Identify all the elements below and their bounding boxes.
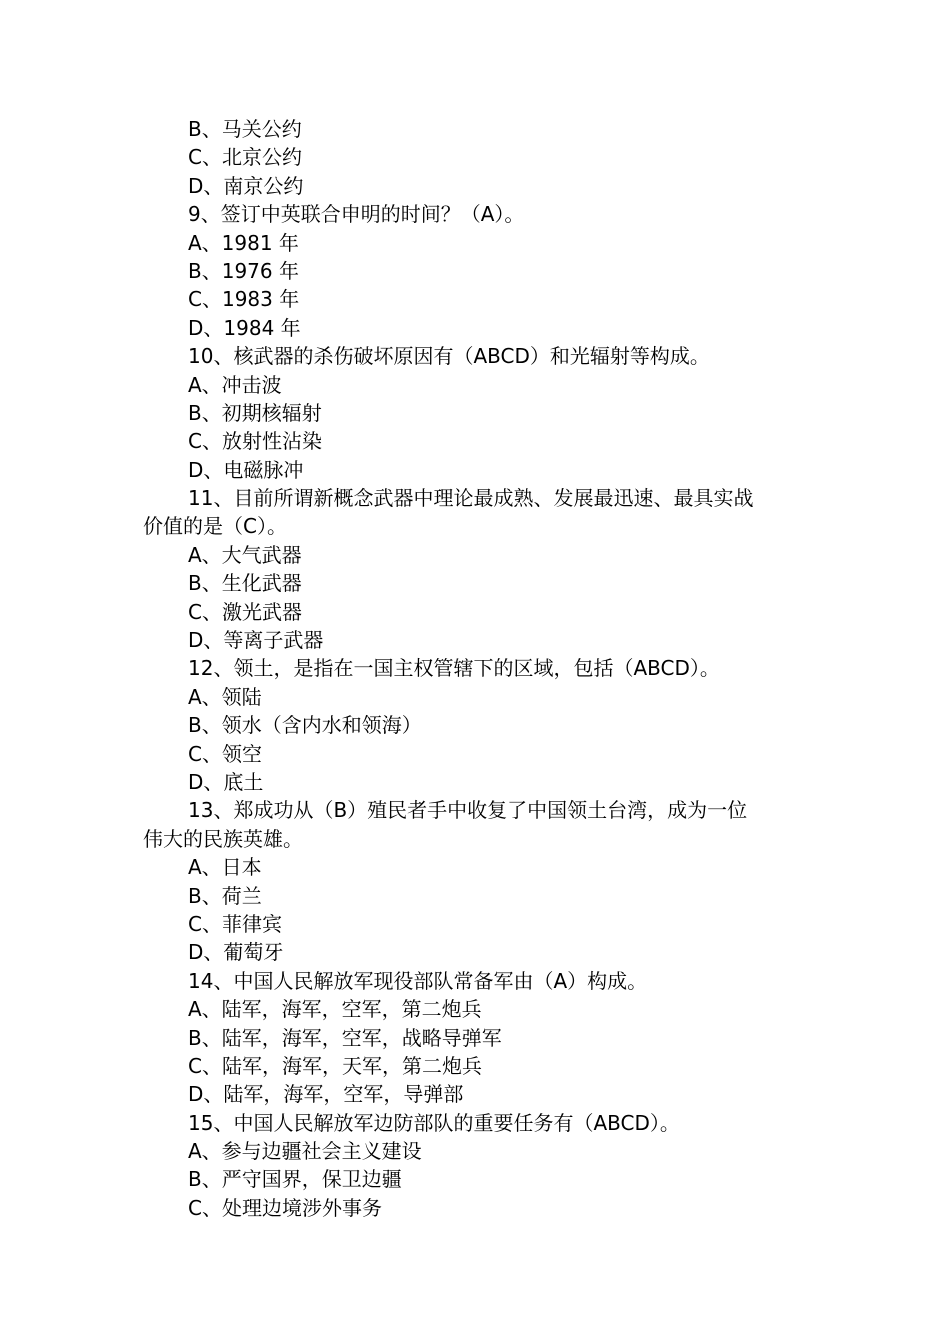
text-line: A、陆军，海军，空军，第二炮兵 <box>188 997 482 1022</box>
text-line: D、电磁脉冲 <box>188 457 304 482</box>
text-line: C、放射性沾染 <box>188 429 322 454</box>
text-line: 10、核武器的杀伤破坏原因有（ABCD）和光辐射等构成。 <box>188 344 710 369</box>
text-line: A、领陆 <box>188 684 262 709</box>
text-line: B、严守国界，保卫边疆 <box>188 1167 402 1192</box>
text-line: 12、领土，是指在一国主权管辖下的区域，包括（ABCD）。 <box>188 656 720 681</box>
text-line: B、初期核辐射 <box>188 400 322 425</box>
text-line: C、处理边境涉外事务 <box>188 1195 382 1220</box>
text-line: 14、中国人民解放军现役部队常备军由（A）构成。 <box>188 968 648 993</box>
text-line: D、葡萄牙 <box>188 940 284 965</box>
text-line: D、等离子武器 <box>188 628 324 653</box>
text-line: C、1983 年 <box>188 287 300 312</box>
text-line: 伟大的民族英雄。 <box>143 826 303 851</box>
text-line: B、荷兰 <box>188 883 262 908</box>
text-line: A、日本 <box>188 855 262 880</box>
text-line: D、底土 <box>188 769 264 794</box>
text-line: 9、签订中英联合申明的时间？（A）。 <box>188 202 525 227</box>
text-line: B、陆军，海军，空军，战略导弹军 <box>188 1025 502 1050</box>
text-line: C、激光武器 <box>188 599 302 624</box>
text-line: C、领空 <box>188 741 262 766</box>
text-line: B、1976 年 <box>188 258 299 283</box>
text-line: D、陆军，海军，空军，导弹部 <box>188 1082 464 1107</box>
text-line: A、参与边疆社会主义建设 <box>188 1139 422 1164</box>
text-line: A、冲击波 <box>188 372 282 397</box>
text-line: C、陆军，海军，天军，第二炮兵 <box>188 1053 482 1078</box>
text-line: 13、郑成功从（B）殖民者手中收复了中国领土台湾，成为一位 <box>188 798 748 823</box>
text-line: C、北京公约 <box>188 145 302 170</box>
document-body <box>143 115 813 1222</box>
text-line: B、马关公约 <box>188 117 302 141</box>
text-line: 15、中国人民解放军边防部队的重要任务有（ABCD）。 <box>188 1110 680 1135</box>
text-line: D、南京公约 <box>188 173 304 198</box>
text-line: 价值的是（C）。 <box>143 514 287 539</box>
text-line: 11、目前所谓新概念武器中理论最成熟、发展最迅速、最具实战 <box>188 486 754 511</box>
text-line: A、1981 年 <box>188 230 299 255</box>
text-line: D、1984 年 <box>188 315 301 340</box>
text-line: C、菲律宾 <box>188 911 282 936</box>
text-line: A、大气武器 <box>188 542 302 567</box>
text-line: B、生化武器 <box>188 571 302 596</box>
text-line: B、领水（含内水和领海） <box>188 713 422 738</box>
